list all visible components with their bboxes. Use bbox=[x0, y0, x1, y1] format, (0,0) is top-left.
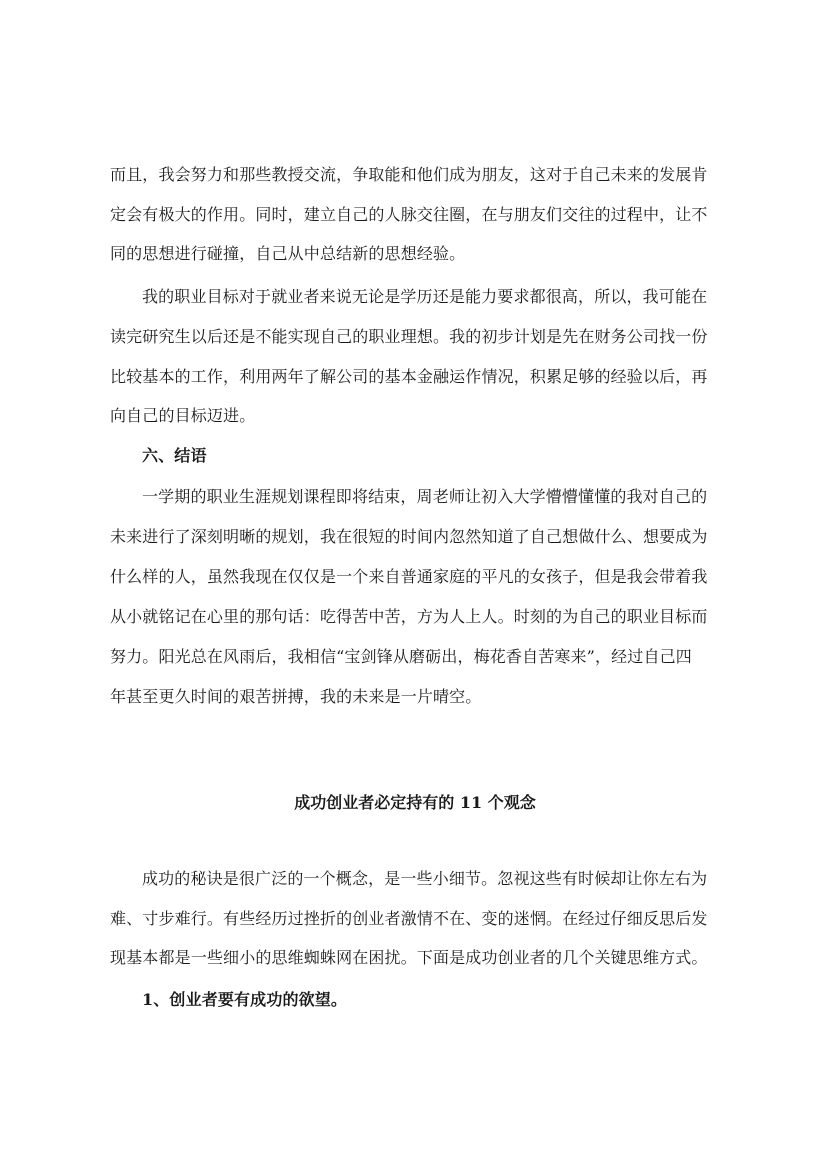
paragraph-line: 向自己的目标迈进。 bbox=[110, 406, 256, 425]
paragraph-line: 定会有极大的作用。同时，建立自己的人脉交往圈，在与朋友们交往的过程中，让不 bbox=[110, 205, 708, 224]
paragraph-line: 难、寸步难行。有些经历过挫折的创业者激情不在、变的迷惘。在经过仔细反思后发 bbox=[110, 909, 708, 928]
paragraph-line: 努力。阳光总在风雨后，我相信“宝剑锋从磨砺出，梅花香自苦寒来”，经过自己四 bbox=[110, 647, 692, 666]
paragraph-line: 成功的秘诀是很广泛的一个概念，是一些小细节。忽视这些有时候却让你左右为 bbox=[142, 869, 708, 888]
section-heading: 1、创业者要有成功的欲望。 bbox=[142, 990, 348, 1009]
paragraph-line: 而且，我会努力和那些教授交流，争取能和他们成为朋友，这对于自己未来的发展肯 bbox=[110, 165, 708, 184]
paragraph-line: 我的职业目标对于就业者来说无论是学历还是能力要求都很高，所以，我可能在 bbox=[142, 287, 708, 306]
paragraph-line: 现基本都是一些细小的思维蜘蛛网在困扰。下面是成功创业者的几个关键思维方式。 bbox=[110, 948, 708, 967]
paragraph-line: 读完研究生以后还是不能实现自己的职业理想。我的初步计划是先在财务公司找一份 bbox=[110, 327, 708, 346]
paragraph-line: 未来进行了深刻明晰的规划，我在很短的时间内忽然知道了自己想做什么、想要成为 bbox=[110, 527, 708, 546]
article-title: 成功创业者必定持有的 11 个观念 bbox=[294, 793, 536, 812]
paragraph-line: 年甚至更久时间的艰苦拼搏，我的未来是一片晴空。 bbox=[110, 687, 482, 706]
paragraph-line: 一学期的职业生涯规划课程即将结束，周老师让初入大学懵懵懂懂的我对自己的 bbox=[142, 487, 708, 506]
paragraph-line: 从小就铭记在心里的那句话：吃得苦中苦，方为人上人。时刻的为自己的职业目标而 bbox=[110, 607, 708, 626]
paragraph-line: 比较基本的工作，利用两年了解公司的基本金融运作情况，积累足够的经验以后，再 bbox=[110, 367, 708, 386]
paragraph-line: 什么样的人，虽然我现在仅仅是一个来自普通家庭的平凡的女孩子，但是我会带着我 bbox=[110, 567, 708, 586]
paragraph-line: 同的思想进行碰撞，自己从中总结新的思想经验。 bbox=[110, 244, 466, 263]
section-heading: 六、结语 bbox=[142, 446, 207, 465]
